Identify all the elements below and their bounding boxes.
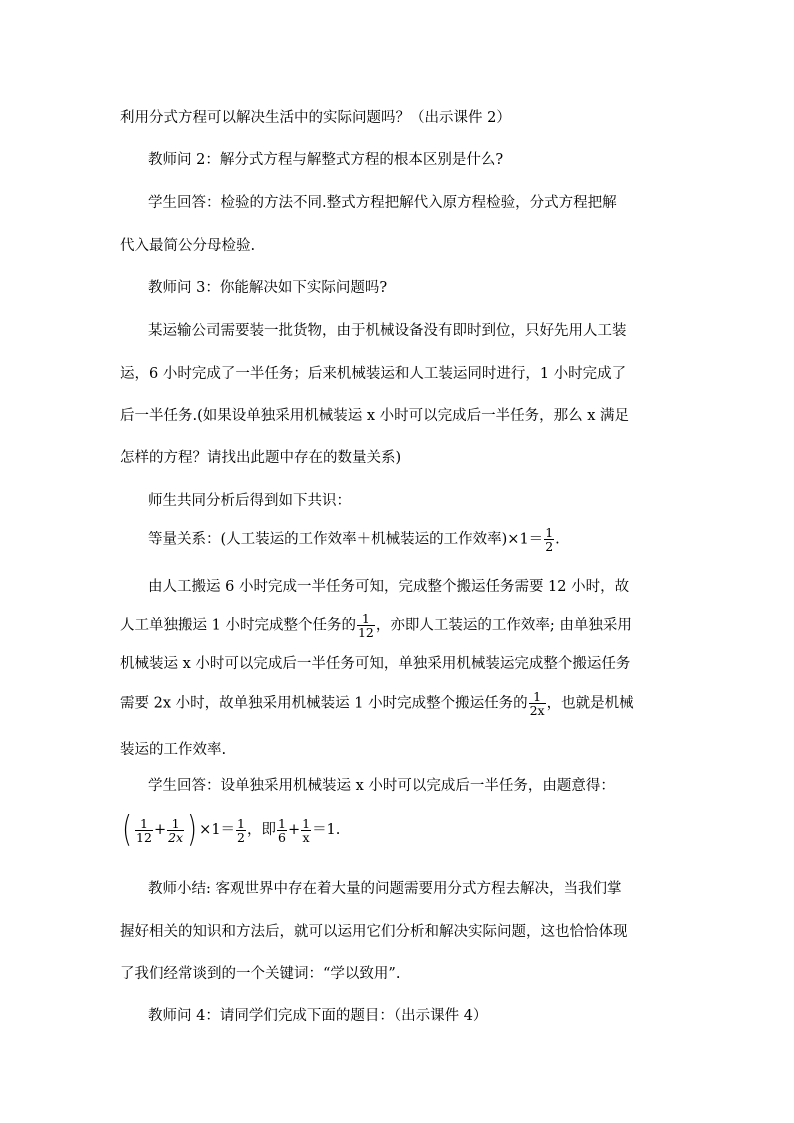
- fraction-numerator: 1: [278, 815, 286, 831]
- teacher-summary-line: 握好相关的知识和方法后，就可以运用它们分析和解决实际问题，这也恰恰体现: [120, 924, 628, 940]
- analysis-text: ，也就是机械: [546, 695, 634, 712]
- fraction-one-over-2x: [529, 690, 546, 717]
- fraction-one-twelfth: [357, 612, 375, 639]
- paragraph-line: 利用分式方程可以解决生活中的实际问题吗？（出示课件 2）: [120, 110, 511, 126]
- analysis-text: 人工单独搬运 1 小时完成整个任务的: [120, 617, 356, 634]
- fraction-numerator: 1: [140, 815, 148, 831]
- consensus-line: 师生共同分析后得到如下共识：: [148, 493, 351, 509]
- fraction-numerator: 1: [302, 815, 311, 831]
- equation-fraction: [277, 817, 287, 844]
- fraction-numerator: 1: [361, 611, 370, 626]
- equal-relation-text: 等量关系：(人工装运的工作效率＋机械装运的工作效率)×1＝: [148, 531, 544, 548]
- separator-text: ，即: [247, 822, 276, 838]
- fraction-denominator: 2x: [168, 829, 184, 845]
- problem-line: 后一半任务.(如果设单独采用机械装运 x 小时可以完成后一半任务，那么 x 满足: [120, 408, 630, 424]
- fraction-denominator: 12: [357, 625, 374, 640]
- problem-line: 某运输公司需要装一批货物，由于机械设备没有即时到位，只好先用人工装: [148, 323, 627, 339]
- teacher-question-2: 教师问 2：解分式方程与解整式方程的根本区别是什么?: [148, 152, 504, 168]
- analysis-line: 机械装运 x 小时可以完成后一半任务可知，单独采用机械装运完成整个搬运任务: [120, 656, 631, 672]
- left-paren: (: [122, 809, 132, 850]
- equation-fraction: [167, 817, 184, 844]
- student-answer-2: 学生回答：设单独采用机械装运 x 小时可以完成后一半任务，由题意得：: [148, 778, 615, 794]
- equal-relation-line: [148, 526, 560, 553]
- student-answer-line: 代入最简公分母检验.: [120, 238, 256, 254]
- teacher-summary-line: 教师小结: 客观世界中存在着大量的问题需要用分式方程去解决，当我们掌: [148, 881, 622, 897]
- equation-fraction: [135, 817, 153, 844]
- plus-sign: +: [287, 822, 301, 838]
- analysis-text: 需要 2x 小时，故单独采用机械装运 1 小时完成整个搬运任务的: [120, 695, 528, 712]
- analysis-line: 由人工搬运 6 小时完成一半任务可知，完成整个搬运任务需要 12 小时，故: [148, 579, 630, 595]
- fraction-denominator: 2: [545, 539, 554, 554]
- times-equals: ×1＝: [199, 822, 236, 838]
- analysis-line: [120, 612, 632, 639]
- problem-line: 怎样的方程？请找出此题中存在的数量关系): [120, 450, 402, 466]
- teacher-question-3: 教师问 3：你能解决如下实际问题吗?: [148, 280, 388, 296]
- fraction-denominator: x: [302, 829, 310, 845]
- period: .: [555, 531, 560, 548]
- teacher-summary-line: 了我们经常谈到的一个关键词：“学以致用”.: [120, 966, 401, 982]
- fraction-denominator: 2: [237, 829, 245, 845]
- analysis-line: [120, 690, 634, 717]
- teacher-question-4: 教师问 4：请同学们完成下面的题目：（出示课件 4）: [148, 1008, 488, 1024]
- fraction-numerator: 1: [545, 525, 554, 540]
- analysis-line: 装运的工作效率.: [120, 742, 227, 758]
- equals-one: ＝1.: [312, 822, 341, 838]
- fraction-denominator: 2x: [529, 703, 545, 718]
- analysis-text: ，亦即人工装运的工作效率; 由单独采用: [375, 617, 632, 634]
- student-answer-line: 学生回答：检验的方法不同.整式方程把解代入原方程检验，分式方程把解: [148, 195, 617, 211]
- equation-fraction: [301, 817, 311, 844]
- fraction-numerator: 1: [171, 815, 180, 831]
- fraction-denominator: 12: [136, 829, 152, 845]
- fraction-numerator: 1: [237, 815, 245, 831]
- equation: [120, 809, 341, 850]
- fraction-denominator: 6: [278, 829, 286, 845]
- equation-fraction: [236, 817, 246, 844]
- fraction-numerator: 1: [533, 689, 542, 704]
- problem-line: 运，6 小时完成了一半任务；后来机械装运和人工装运同时进行，1 小时完成了: [120, 366, 627, 382]
- plus-sign: +: [153, 822, 167, 838]
- right-paren: ): [187, 809, 198, 850]
- fraction-one-half: [544, 526, 554, 553]
